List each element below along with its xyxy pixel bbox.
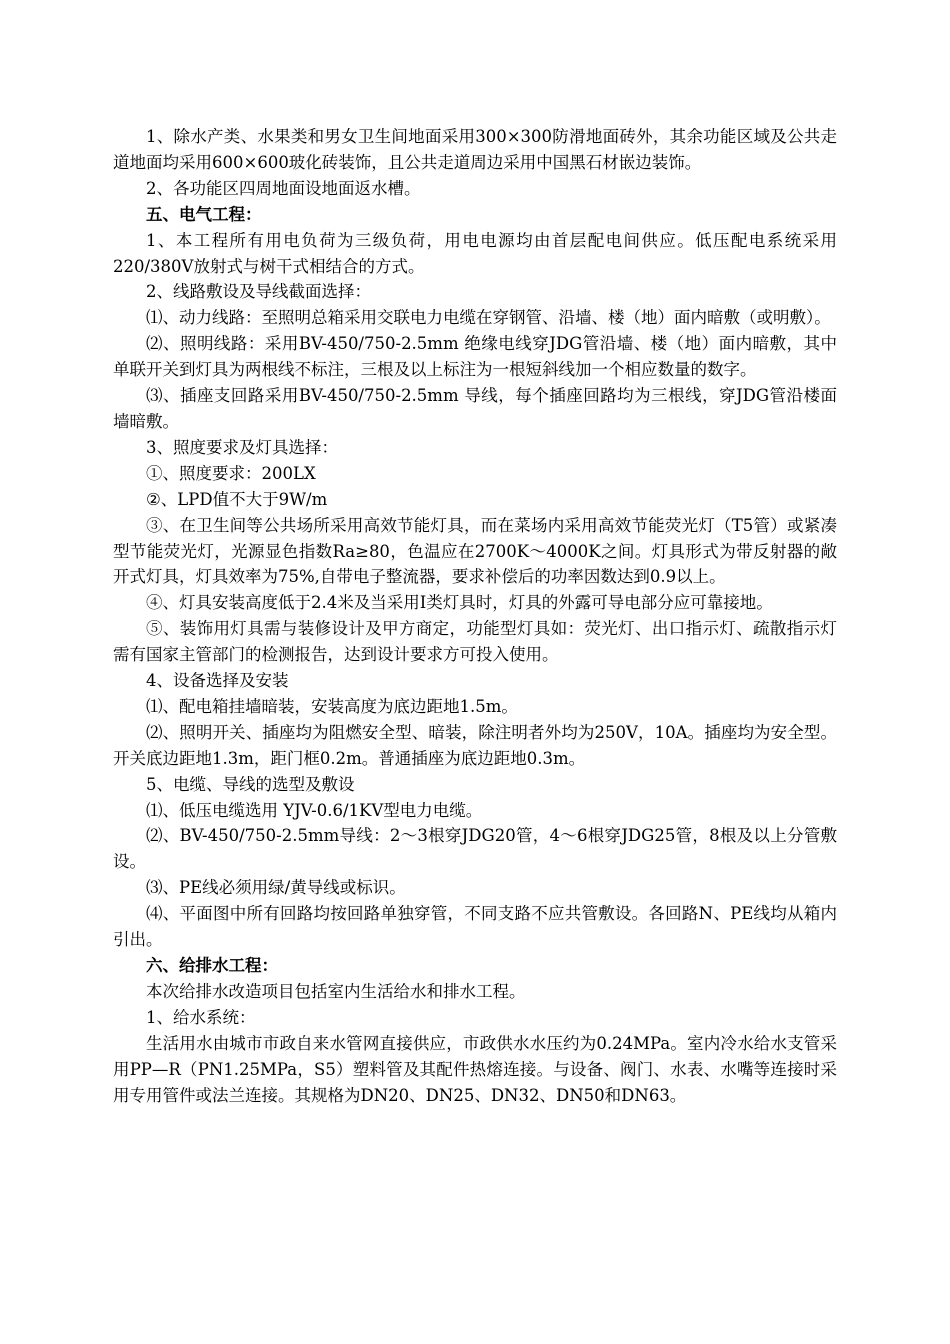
paragraph: ⑵、照明开关、插座均为阻燃安全型、暗装，除注明者外均为250V，10A。插座均为安全型。开关底边距地1.3m，距门框0.2m。普通插座为底边距地0.3m。 — [113, 722, 837, 768]
paragraph: 2、线路敷设及导线截面选择： — [146, 282, 371, 302]
paragraph: ①、照度要求：200LX — [146, 463, 316, 483]
paragraph: ②、LPD值不大于9W/m — [146, 489, 328, 509]
section-heading: 五、电气工程： — [146, 204, 262, 224]
paragraph: ⑴、低压电缆选用 YJV-0.6/1KV型电力电缆。 — [146, 800, 483, 820]
paragraph: 4、设备选择及安装 — [146, 671, 289, 691]
paragraph: ⑶、插座支回路采用BV-450/750-2.5mm 导线，每个插座回路均为三根线，穿JDG管沿楼面墙暗敷。 — [113, 386, 837, 431]
document-body — [113, 124, 837, 1108]
paragraph: ⑴、动力线路：至照明总箱采用交联电力电缆在穿钢管、沿墙、楼（地）面内暗敷（或明敷）。 — [146, 308, 831, 328]
paragraph: 1、本工程所有用电负荷为三级负荷，用电电源均由首层配电间供应。低压配电系统采用220/380V放射式与树干式相结合的方式。 — [113, 230, 837, 276]
paragraph: ⑵、BV-450/750-2.5mm导线：2～3根穿JDG20管，4～6根穿JDG25管，8根及以上分管敷设。 — [113, 826, 837, 872]
paragraph: ⑵、照明线路：采用BV-450/750-2.5mm 绝缘电线穿JDG管沿墙、楼（地）面内暗敷，其中单联开关到灯具为两根线不标注，三根及以上标注为一根短斜线加一个相应数量的数字。 — [113, 334, 837, 380]
paragraph: 2、各功能区四周地面设地面返水槽。 — [146, 178, 421, 198]
paragraph: 本次给排水改造项目包括室内生活给水和排水工程。 — [146, 981, 526, 1001]
paragraph: 1、给水系统： — [146, 1007, 256, 1027]
paragraph: 1、除水产类、水果类和男女卫生间地面采用300×300防滑地面砖外，其余功能区域及公共走道地面均采用600×600玻化砖装饰，且公共走道周边采用中国黑石材嵌边装饰。 — [113, 127, 837, 172]
paragraph: ④、灯具安装高度低于2.4米及当采用Ⅰ类灯具时，灯具的外露可导电部分应可靠接地。 — [146, 593, 773, 613]
paragraph: 3、照度要求及灯具选择： — [146, 437, 338, 457]
paragraph: 5、电缆、导线的选型及敷设 — [146, 774, 355, 794]
paragraph: 生活用水由城市市政自来水管网直接供应，市政供水水压约为0.24MPa。室内冷水给水支管采用PP—R（PN1.25MPa，S5）塑料管及其配件热熔连接。与设备、阀门、水表、水嘴等连接时采用专用管件或法兰连接。其规格为DN20、DN25、DN32、DN50和DN63。 — [113, 1033, 837, 1105]
paragraph: ⑤、装饰用灯具需与装修设计及甲方商定，功能型灯具如：荧光灯、出口指示灯、疏散指示灯需有国家主管部门的检测报告，达到设计要求方可投入使用。 — [113, 619, 837, 665]
paragraph: ③、在卫生间等公共场所采用高效节能灯具，而在菜场内采用高效节能荧光灯（T5管）或紧凑型节能荧光灯，光源显色指数Ra≥80，色温应在2700K～4000K之间。灯具形式为带反射器的敞开式灯具，灯具效率为75%,自带电子整流器，要求补偿后的功率因数达到0.9以上。 — [113, 515, 837, 587]
paragraph: ⑶、PE线必须用绿/黄导线或标识。 — [146, 878, 406, 898]
paragraph: ⑷、平面图中所有回路均按回路单独穿管，不同支路不应共管敷设。各回路N、PE线均从箱内引出。 — [113, 904, 837, 950]
section-heading: 六、给排水工程： — [146, 956, 278, 975]
paragraph: ⑴、配电箱挂墙暗装，安装高度为底边距地1.5m。 — [146, 696, 518, 716]
